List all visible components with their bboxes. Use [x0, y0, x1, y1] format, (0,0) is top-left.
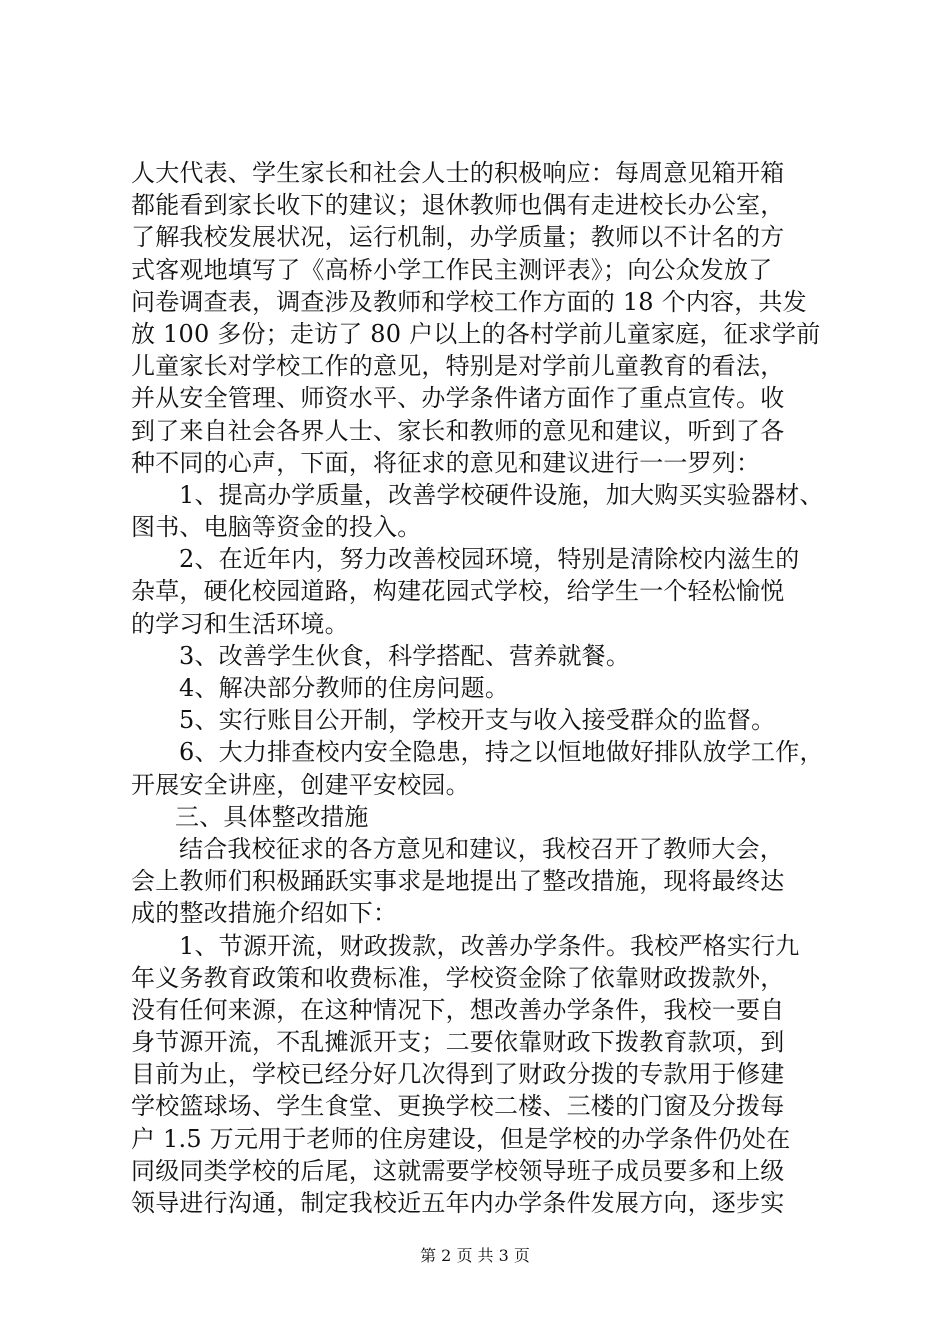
- text-line: 身节源开流，不乱摊派开支；二要依靠财政下拨教育款项，到: [131, 1028, 785, 1057]
- text-line: 儿童家长对学校工作的意见，特别是对学前儿童教育的看法，: [131, 352, 785, 381]
- text-line: 杂草，硬化校园道路，构建花园式学校，给学生一个轻松愉悦: [131, 577, 785, 606]
- measure-1-line: 1、节源开流，财政拨款，改善办学条件。我校严格实行九: [179, 931, 800, 960]
- text-line: 式客观地填写了《高桥小学工作民主测评表》；向公众发放了: [131, 255, 773, 284]
- section-heading: 三、具体整改措施: [175, 802, 369, 831]
- list-item-2-line: 2、在近年内，努力改善校园环境，特别是清除校内滋生的: [179, 545, 800, 574]
- text-line: 的学习和生活环境。: [131, 609, 349, 638]
- text-line: 了解我校发展状况，运行机制，办学质量；教师以不计名的方: [131, 223, 785, 252]
- text-line: 开展安全讲座，创建平安校园。: [131, 770, 470, 799]
- text-line: 成的整改措施介绍如下：: [131, 899, 398, 928]
- text-line: 放 100 多份；走访了 80 户以上的各村学前儿童家庭，征求学前: [131, 319, 821, 348]
- text-line: 会上教师们积极踊跃实事求是地提出了整改措施，现将最终达: [131, 867, 785, 896]
- text-line: 年义务教育政策和收费标准，学校资金除了依靠财政拨款外，: [131, 963, 785, 992]
- text-line: 图书、电脑等资金的投入。: [131, 513, 422, 542]
- list-item-3-line: 3、改善学生伙食，科学搭配、营养就餐。: [179, 641, 631, 670]
- text-line: 问卷调查表，调查涉及教师和学校工作方面的 18 个内容，共发: [131, 287, 807, 316]
- text-line: 户 1.5 万元用于老师的住房建设，但是学校的办学条件仍处在: [131, 1124, 791, 1153]
- list-item-5-line: 5、实行账目公开制，学校开支与收入接受群众的监督。: [179, 706, 776, 735]
- list-item-4-line: 4、解决部分教师的住房问题。: [179, 674, 510, 702]
- text-line: 都能看到家长收下的建议；退休教师也偶有走进校长办公室，: [131, 191, 785, 220]
- text-line: 并从安全管理、师资水平、办学条件诸方面作了重点宣传。收: [131, 384, 785, 413]
- list-item-6-line: 6、大力排查校内安全隐患，持之以恒地做好排队放学工作，: [179, 738, 824, 767]
- document-body: [131, 157, 831, 1219]
- text-line: 人大代表、学生家长和社会人士的积极响应：每周意见箱开箱: [131, 159, 785, 187]
- text-line: 领导进行沟通，制定我校近五年内办学条件发展方向，逐步实: [131, 1189, 785, 1217]
- text-line: 种不同的心声，下面，将征求的意见和建议进行一一罗列：: [131, 448, 761, 477]
- text-line: 学校篮球场、学生食堂、更换学校二楼、三楼的门窗及分拨每: [131, 1092, 785, 1121]
- text-line: 同级同类学校的后尾，这就需要学校领导班子成员要多和上级: [131, 1156, 785, 1185]
- text-line: 没有任何来源，在这种情况下，想改善办学条件，我校一要自: [131, 995, 785, 1024]
- list-item-1-line: 1、提高办学质量，改善学校硬件设施，加大购买实验器材、: [179, 480, 824, 509]
- paragraph-start-line: 结合我校征求的各方意见和建议，我校召开了教师大会，: [179, 834, 784, 863]
- text-line: 到了来自社会各界人士、家长和教师的意见和建议，听到了各: [131, 416, 785, 445]
- text-line: 目前为止，学校已经分好几次得到了财政分拨的专款用于修建: [131, 1060, 785, 1089]
- page-number-footer: 第 2 页 共 3 页: [420, 1246, 530, 1265]
